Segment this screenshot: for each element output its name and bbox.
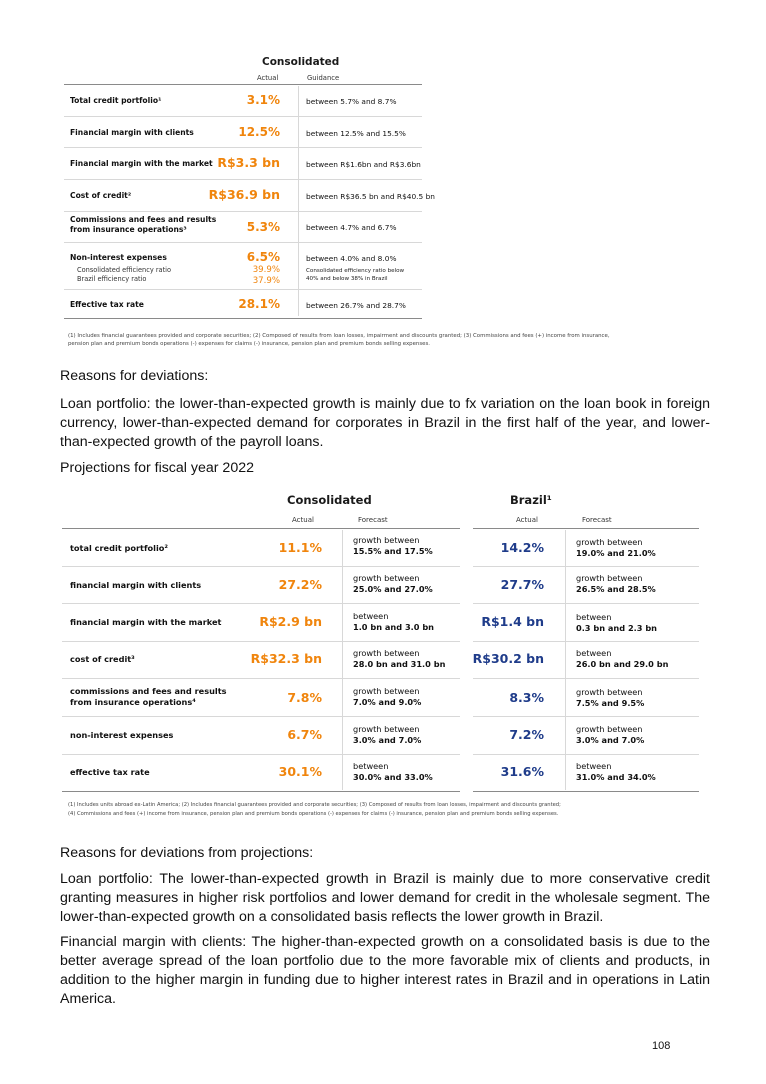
table1-row-label: Cost of credit²	[70, 191, 132, 200]
table1-header-rule	[64, 84, 422, 85]
table2-brazil-actual: R$1.4 bn	[481, 614, 544, 629]
deviations-projections-heading: Reasons for deviations from projections:	[60, 845, 314, 861]
table2-brazil-forecast-line2: 26.5% and 28.5%	[576, 584, 656, 594]
table1-row-guidance: between R$36.5 bn and R$40.5 bn	[306, 192, 435, 201]
table2-bottom-rule	[62, 791, 460, 792]
row-divider	[62, 641, 460, 642]
row-divider	[62, 678, 460, 679]
table2-title-consolidated: Consolidated	[287, 493, 372, 507]
table1-row-actual: 12.5%	[238, 125, 280, 139]
table2-col-forecast: Forecast	[358, 516, 388, 524]
row-divider	[64, 147, 422, 148]
table2-brazil-forecast-line2: 3.0% and 7.0%	[576, 735, 645, 745]
row-divider	[473, 566, 699, 567]
table1-row-label: Financial margin with the market	[70, 159, 213, 168]
table2-cons-actual: R$2.9 bn	[259, 614, 322, 629]
table2-cons-forecast-line2: 25.0% and 27.0%	[353, 584, 433, 594]
table2-brazil-forecast-line2: 26.0 bn and 29.0 bn	[576, 659, 669, 669]
projections-heading: Projections for fiscal year 2022	[60, 460, 254, 476]
table1-row-label: Effective tax rate	[70, 300, 144, 309]
loan-portfolio-paragraph: Loan portfolio: the lower-than-expected growth is mainly due to fx variation on the loan book in foreign currency, lower-than-expected demand for corporates in Brazil in the first half of the year, and lower-than-expected growth of the payroll loans.	[60, 396, 710, 450]
table2-cons-forecast-line1: between	[353, 611, 389, 621]
table1-column-divider	[298, 86, 299, 316]
table1-row-actual: 3.1%	[246, 93, 280, 107]
table2-brazil-forecast-line1: growth between	[576, 573, 643, 583]
table2-cons-actual: 6.7%	[287, 727, 322, 742]
table2-brazil-forecast-line1: between	[576, 612, 612, 622]
table2-cons-actual: 7.8%	[287, 690, 322, 705]
deviations-heading: Reasons for deviations:	[60, 368, 209, 384]
table1-row-actual: 5.3%	[246, 220, 280, 234]
table2-row-label: financial margin with the market	[70, 617, 222, 627]
table2-row-label: commissions and fees and results from insurance operations⁴	[70, 686, 227, 707]
table2-row-label: non-interest expenses	[70, 730, 174, 740]
table1-row-guidance: between 5.7% and 8.7%	[306, 97, 397, 106]
table2-brazil-actual: 27.7%	[500, 577, 544, 592]
table2-col-actual-brazil: Actual	[516, 516, 538, 524]
table2-brazil-forecast-line1: growth between	[576, 724, 643, 734]
table2-cons-forecast-line1: growth between	[353, 573, 420, 583]
row-divider	[64, 116, 422, 117]
table2-brazil-forecast-line2: 0.3 bn and 2.3 bn	[576, 623, 658, 633]
table2-brazil-actual: 14.2%	[500, 540, 544, 555]
row-divider	[62, 603, 460, 604]
table2-brazil-forecast-line1: growth between	[576, 687, 643, 697]
table2-brazil-actual: 8.3%	[509, 690, 544, 705]
table1-footnote: (1) Includes financial guarantees provided and corporate securities; (2) Composed of results from loan losses, impairment and discounts granted; (3) Commissions and fees (+) income from insurance, pension plan and premium bonds operations (-) expenses for claims (-) insurance, pension plan and premium bonds selling expenses.	[68, 333, 610, 347]
table2-footnote-line2: (4) Commissions and fees (+) income from insurance, pension plan and premium bonds operations (-) expenses for claims (-) insurance, pension plan and premium bonds selling expenses.	[68, 811, 559, 817]
table2-brazil-forecast-line2: 7.5% and 9.5%	[576, 698, 645, 708]
table2-footnote-line1: (1) Includes units abroad ex-Latin America; (2) Includes financial guarantees provided and corporate securities; (3) Composed of results from loan losses, impairment and discounts granted;	[68, 802, 561, 808]
table1-bottom-rule	[64, 318, 422, 319]
table2-header-rule	[62, 528, 460, 529]
row-divider	[473, 678, 699, 679]
row-divider	[62, 566, 460, 567]
table2-brazil-actual: 7.2%	[509, 727, 544, 742]
table1-row-guidance: between R$1.6bn and R$3.6bn	[306, 160, 421, 169]
table2-cons-forecast-line2: 15.5% and 17.5%	[353, 546, 433, 556]
table2-brazil-actual: 31.6%	[500, 764, 544, 779]
table2-cons-forecast-line2: 7.0% and 9.0%	[353, 697, 422, 707]
row-divider	[473, 716, 699, 717]
table1-row-guidance: between 4.0% and 8.0%	[306, 254, 397, 263]
table2-brazil-actual: R$30.2 bn	[472, 651, 544, 666]
table2-cons-forecast-line1: growth between	[353, 648, 420, 658]
table2-brazil-forecast-line1: between	[576, 761, 612, 771]
row-divider	[473, 754, 699, 755]
table1-row-actual: 6.5%	[246, 250, 280, 264]
table2-col-forecast-brazil: Forecast	[582, 516, 612, 524]
table2-row-label: financial margin with clients	[70, 580, 202, 590]
table2-cons-forecast-line2: 1.0 bn and 3.0 bn	[353, 622, 435, 632]
table1-row-guidance: between 26.7% and 28.7%	[306, 301, 406, 310]
loan-portfolio-reason-paragraph: Loan portfolio: The lower-than-expected growth in Brazil is mainly due to more conservative credit granting measures in higher risk portfolios and lower demand for credit in the wholesale segment. The lower-than-expected growth on a consolidated basis reflects the lower growth in Brazil.	[60, 871, 710, 925]
table2-title-brazil: Brazil¹	[510, 493, 552, 507]
table2-cons-forecast-line2: 3.0% and 7.0%	[353, 735, 422, 745]
row-divider	[64, 211, 422, 212]
table1-row-label: Commissions and fees and results from insurance operations³	[70, 215, 217, 234]
table1-col-actual: Actual	[257, 74, 279, 82]
row-divider	[64, 179, 422, 180]
row-divider	[62, 716, 460, 717]
table1-row-actual: R$3.3 bn	[217, 155, 280, 170]
financial-margin-reason-paragraph: Financial margin with clients: The higher-than-expected growth on a consolidated basis is due to the better average spread of the loan portfolio due to the more favorable mix of clients and products, in addition to the higher margin in funding due to higher interest rates in Brazil and in operations in Latin America.	[60, 934, 710, 1007]
table2-brazil-forecast-line1: between	[576, 648, 612, 658]
table2-column-divider-brazil	[565, 530, 566, 790]
table2-row-label: cost of credit³	[70, 654, 135, 664]
row-divider	[473, 641, 699, 642]
table1-subrow-label: Brazil efficiency ratio	[77, 275, 147, 283]
table1-col-guidance: Guidance	[307, 74, 340, 82]
table2-cons-forecast-line1: growth between	[353, 724, 420, 734]
table2-brazil-forecast-line2: 19.0% and 21.0%	[576, 548, 656, 558]
table2-cons-forecast-line2: 28.0 bn and 31.0 bn	[353, 659, 446, 669]
table2-row-label: effective tax rate	[70, 767, 150, 777]
table2-row-label: total credit portfolio²	[70, 543, 168, 553]
table1-subrow-label: Consolidated efficiency ratio	[77, 266, 172, 274]
table2-header-rule-brazil	[473, 528, 699, 529]
table2-cons-actual: 27.2%	[278, 577, 322, 592]
table1-row-guidance: between 12.5% and 15.5%	[306, 129, 406, 138]
table2-cons-forecast-line1: growth between	[353, 535, 420, 545]
table2-cons-actual: 11.1%	[278, 540, 322, 555]
table2-brazil-forecast-line2: 31.0% and 34.0%	[576, 772, 656, 782]
table2-cons-actual: 30.1%	[278, 764, 322, 779]
table2-cons-forecast-line2: 30.0% and 33.0%	[353, 772, 433, 782]
table2-cons-forecast-line1: between	[353, 761, 389, 771]
table1-row-label: Financial margin with clients	[70, 128, 194, 137]
table1-row-label: Non-interest expenses	[70, 253, 167, 262]
row-divider	[64, 289, 422, 290]
page-number: 108	[652, 1040, 671, 1052]
table1-row-actual: 28.1%	[238, 297, 280, 311]
table2-brazil-forecast-line1: growth between	[576, 537, 643, 547]
table1-row-label: Total credit portfolio¹	[70, 96, 162, 105]
table2-cons-forecast-line1: growth between	[353, 686, 420, 696]
table2-cons-actual: R$32.3 bn	[250, 651, 322, 666]
table1-subrow-value: 39.9%	[252, 265, 280, 275]
table1-row-actual: R$36.9 bn	[208, 187, 280, 202]
row-divider	[62, 754, 460, 755]
table2-col-actual: Actual	[292, 516, 314, 524]
table1-subrow-value: 37.9%	[252, 276, 280, 286]
table2-column-divider	[342, 530, 343, 790]
row-divider	[64, 242, 422, 243]
table1-title: Consolidated	[262, 56, 340, 68]
table2-bottom-rule-brazil	[473, 791, 699, 792]
row-divider	[473, 603, 699, 604]
table1-subrow-guidance: Consolidated efficiency ratio below 40% and below 38% in Brazil	[306, 268, 405, 282]
table1-row-guidance: between 4.7% and 6.7%	[306, 223, 397, 232]
